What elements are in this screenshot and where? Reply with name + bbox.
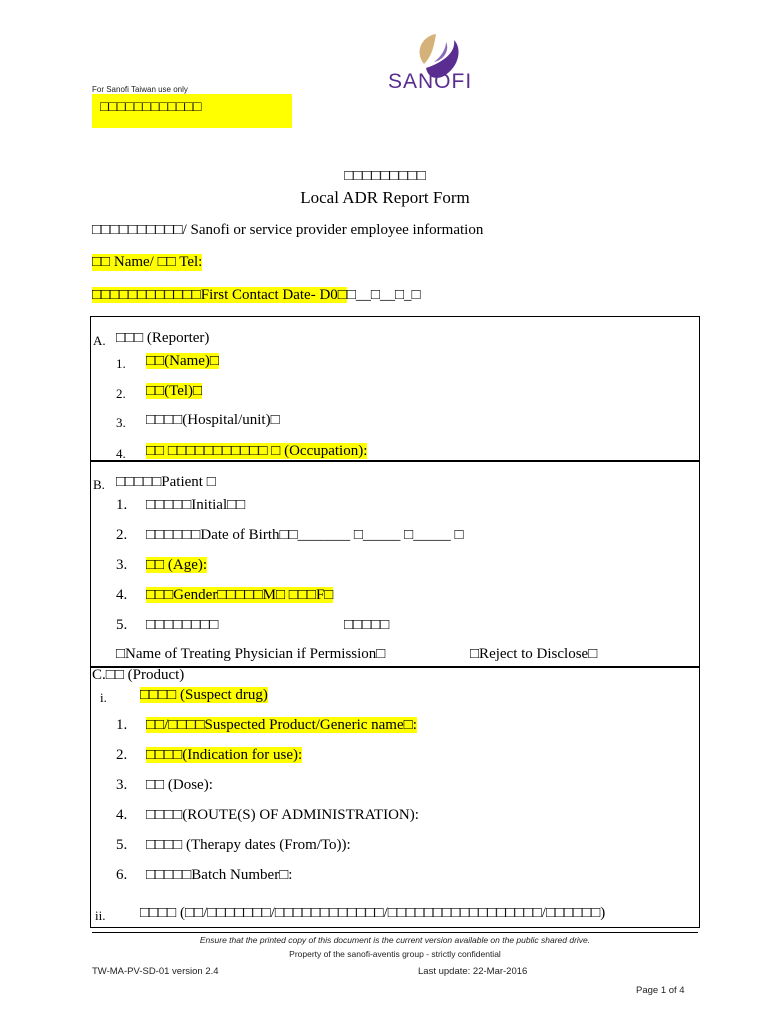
employee-name-tel: □□ Name/ □□ Tel: <box>92 254 203 270</box>
c-sub-i: □□□□ (Suspect drug) <box>140 687 268 703</box>
doc-id: TW-MA-PV-SD-01 version 2.4 <box>92 966 219 977</box>
c-item-1-num: 1. <box>116 717 128 733</box>
internal-use-box <box>92 94 292 128</box>
section-b-title: □□□□□Patient □ <box>116 474 216 490</box>
c-item-5-num: 5. <box>116 837 128 853</box>
for-use-note: For Sanofi Taiwan use only <box>92 85 188 94</box>
a-item-3: □□□□(Hospital/unit)□ <box>146 412 280 428</box>
c-item-1: □□/□□□□Suspected Product/Generic name□: <box>146 717 417 733</box>
first-contact-date <box>92 287 421 304</box>
c-item-3: □□ (Dose): <box>146 777 213 793</box>
b-item-4-num: 4. <box>116 587 128 603</box>
a-item-4: □□ □□□□□□□□□□□ □ (Occupation): <box>146 443 368 459</box>
footer-divider <box>92 932 698 933</box>
b-item-1-num: 1. <box>116 497 128 513</box>
c-item-2: □□□□(Indication for use): <box>146 747 303 763</box>
a-item-4-num: 4. <box>116 446 126 461</box>
section-c-title: C.□□ (Product) <box>92 667 185 683</box>
b-item-2: □□□□□□Date of Birth□□_______ □_____ □_____ □ <box>146 527 464 543</box>
b-item-1: □□□□□Initial□□ <box>146 497 246 513</box>
b-item-2-num: 2. <box>116 527 128 543</box>
a-item-3-num: 3. <box>116 415 126 430</box>
first-contact-label: □□□□□□□□□□□□First Contact Date- D0□ <box>92 287 347 303</box>
b-item-4: □□□Gender□□□□□M□ □□□F□ <box>146 587 334 603</box>
footer-property: Property of the sanofi-aventis group - strictly confidential <box>289 949 501 959</box>
c-sub-i-num: i. <box>100 690 107 705</box>
c-item-5: □□□□ (Therapy dates (From/To)): <box>146 837 351 853</box>
c-item-4: □□□□(ROUTE(S) OF ADMINISTRATION): <box>146 807 419 823</box>
section-a-title: □□□ (Reporter) <box>116 330 210 346</box>
a-item-1-num: 1. <box>116 356 126 371</box>
a-item-1: □□(Name)□ <box>146 353 219 369</box>
reject-disclose[interactable]: □Reject to Disclose□ <box>470 646 598 662</box>
c-item-4-num: 4. <box>116 807 128 823</box>
c-sub-ii-num: ii. <box>95 908 106 923</box>
b-item-5: □□□□□□□□ <box>146 617 219 633</box>
a-item-2: □□(Tel)□ <box>146 383 203 399</box>
brand-name: SANOFI <box>388 70 473 93</box>
a-item-2-num: 2. <box>116 386 126 401</box>
footer-notice: Ensure that the printed copy of this document is the current version available on the public shared drive. <box>199 935 591 945</box>
c-item-3-num: 3. <box>116 777 128 793</box>
internal-use-label: □□□□□□□□□□□□ <box>100 100 202 115</box>
c-item-6-num: 6. <box>116 867 128 883</box>
c-sub-ii: □□□□ (□□/□□□□□□□/□□□□□□□□□□□□/□□□□□□□□□□□□□□□□□/□□□□□□) <box>140 905 606 921</box>
last-update: Last update: 22-Mar-2016 <box>418 966 528 977</box>
c-item-6: □□□□□Batch Number□: <box>146 867 293 883</box>
physician-name: □Name of Treating Physician if Permission□ <box>116 646 386 662</box>
title-en: Local ADR Report Form <box>300 188 470 207</box>
b-item-5-num: 5. <box>116 617 128 633</box>
title-cn: □□□□□□□□□ <box>344 168 426 184</box>
page-number: Page 1 of 4 <box>636 985 685 996</box>
section-c-box <box>90 666 700 928</box>
section-b-label: B. <box>93 477 105 492</box>
employee-heading: □□□□□□□□□□/ Sanofi or service provider employee information <box>92 222 484 238</box>
section-a-label: A. <box>93 333 106 348</box>
b-item-3-num: 3. <box>116 557 128 573</box>
first-contact-blanks: □__□__□_□ <box>346 287 421 303</box>
b-item-3: □□ (Age): <box>146 557 208 573</box>
c-item-2-num: 2. <box>116 747 128 763</box>
b-item-5-checkbox[interactable]: □□□□□ <box>344 617 390 633</box>
